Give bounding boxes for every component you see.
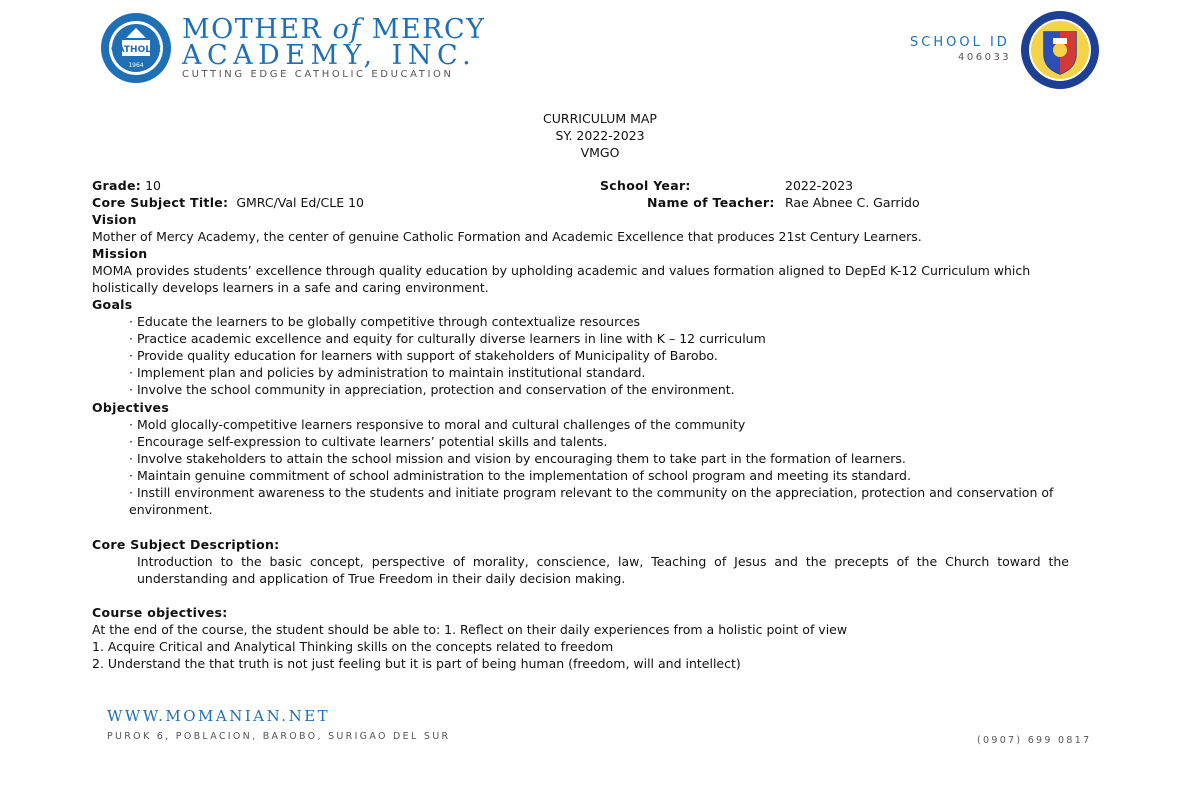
course-objective-line: 1. Acquire Critical and Analytical Thinking skills on the concepts related to freedom — [92, 639, 614, 654]
objective-item: · Encourage self-expression to cultivate learners’ potential skills and talents. — [129, 434, 608, 449]
svg-text:1964: 1964 — [128, 62, 144, 69]
website-link[interactable]: WWW.MOMANIAN.NET — [107, 707, 331, 725]
teacher-label: Name of Teacher: — [647, 195, 775, 210]
objectives-heading: Objectives — [92, 400, 170, 415]
school-logo — [100, 12, 172, 84]
objective-item: · Involve stakeholders to attain the school mission and vision by encouraging them to take part in the formation of learners. — [129, 451, 906, 466]
goals-heading: Goals — [92, 297, 133, 312]
objective-item: · Maintain genuine commitment of school administration to the implementation of school program and meeting its standard. — [129, 468, 911, 483]
goal-item: · Provide quality education for learners with support of stakeholders of Municipality of Barobo. — [129, 348, 718, 363]
vision-heading: Vision — [92, 212, 137, 227]
school-year-label: School Year: — [600, 178, 691, 193]
doc-title: CURRICULUM MAP — [543, 111, 657, 126]
vision-text: Mother of Mercy Academy, the center of genuine Catholic Formation and Academic Excellence that produces 21st Century Learners. — [92, 229, 922, 244]
school-id-label: SCHOOL ID — [910, 35, 1010, 50]
grade-label: Grade: — [92, 178, 142, 193]
title-block — [0, 110, 1200, 161]
goal-item: · Implement plan and policies by administration to maintain institutional standard. — [129, 365, 646, 380]
goal-item: · Educate the learners to be globally competitive through contextualize resources — [129, 314, 641, 329]
brand-line1: MOTHER of MERCY — [182, 14, 486, 45]
mission-text-line1: MOMA provides students’ excellence through quality education by upholding academic and values formation aligned to DepEd K-12 Curriculum which — [92, 263, 1031, 278]
course-objectives-heading: Course objectives: — [92, 605, 228, 620]
subject-row — [92, 194, 364, 211]
phone-number: (0907) 699 0817 — [977, 735, 1092, 746]
mission-text-line2: holistically develops learners in a safe and caring environment. — [92, 280, 489, 295]
vmgo-heading: VMGO — [580, 145, 620, 160]
mission-heading: Mission — [92, 246, 148, 261]
tagline: CUTTING EDGE CATHOLIC EDUCATION — [182, 69, 454, 80]
objective-item: · Instill environment awareness to the students and initiate program relevant to the community on the appreciation, protection and conservation of — [129, 485, 1054, 500]
teacher-value: Rae Abnee C. Garrido — [785, 195, 920, 210]
course-objective-line: At the end of the course, the student should be able to: 1. Reflect on their daily experiences from a holistic point of view — [92, 622, 848, 637]
grade-row — [92, 177, 161, 194]
address: PUROK 6, POBLACION, BAROBO, SURIGAO DEL SUR — [107, 731, 451, 742]
deped-seal — [1020, 10, 1100, 90]
description-heading: Core Subject Description: — [92, 537, 280, 552]
course-objective-line: 2. Understand the that truth is not just feeling but it is part of being human (freedom, will and intellect) — [92, 656, 741, 671]
logo-inner-text: CATHOLIC — [111, 45, 161, 55]
goal-item: · Practice academic excellence and equity for culturally diverse learners in line with K – 12 curriculum — [129, 331, 766, 346]
objective-item: · Mold glocally-competitive learners responsive to moral and cultural challenges of the community — [129, 417, 746, 432]
description-text: Introduction to the basic concept, perspective of morality, conscience, law, Teaching of Jesus and the precepts of the Church toward the understanding and application of True Freedom in their daily decision making. — [137, 554, 1069, 586]
brand-line2: ACADEMY, INC. — [182, 40, 477, 71]
subject-label: Core Subject Title: — [92, 195, 229, 210]
school-year-value: 2022-2023 — [785, 178, 854, 193]
objective-item-continued: environment. — [129, 502, 213, 517]
grade-value: 10 — [145, 178, 161, 193]
goal-item: · Involve the school community in appreciation, protection and conservation of the environment. — [129, 382, 735, 397]
school-id-number: 406033 — [958, 52, 1012, 63]
subject-value: GMRC/Val Ed/CLE 10 — [236, 195, 364, 210]
school-year-heading: SY. 2022-2023 — [555, 128, 645, 143]
